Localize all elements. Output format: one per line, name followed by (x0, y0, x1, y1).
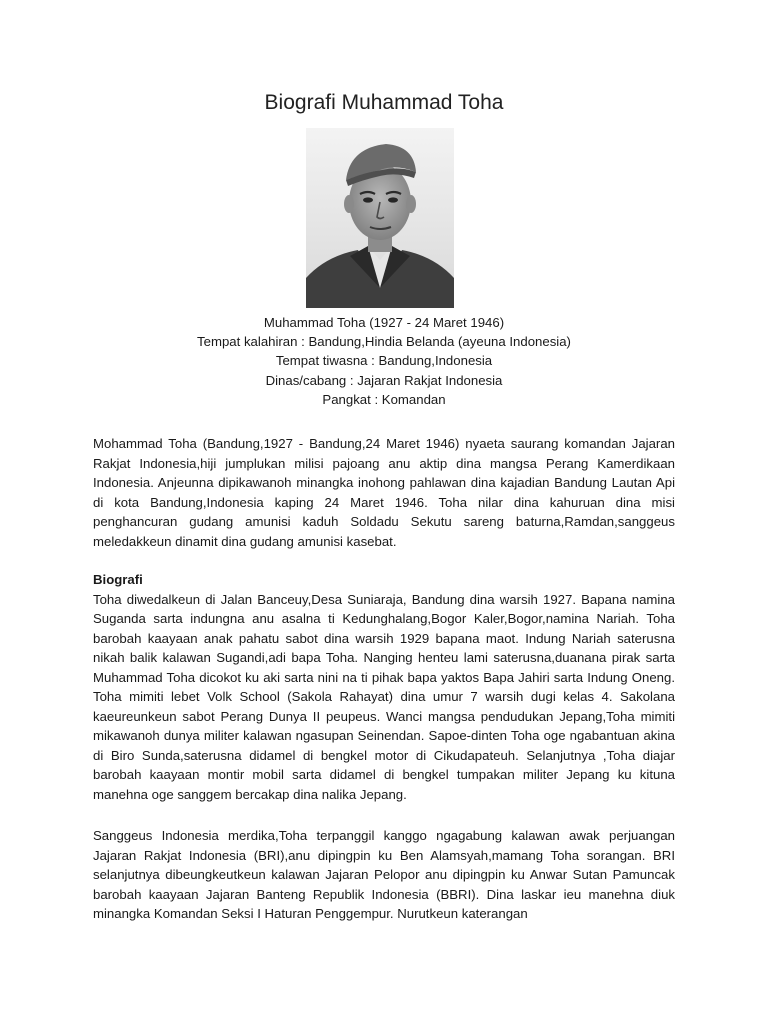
section-heading: Biografi (93, 572, 143, 587)
info-line-rank: Pangkat : Komandan (322, 391, 446, 407)
intro-paragraph: Mohammad Toha (Bandung,1927 - Bandung,24 Maret 1946) nyaeta saurang komandan Jajaran Rakjat Indonesia,hiji jumplukan milisi pajoang anu aktip dina mangsa Perang Kamerdikaan Indonesia. Anjeunna dipikawanoh minangka inohong pahlawan dina kajadian Bandung Lautan Api di kota Bandung,Indonesia kaping 24 Maret 1946. Toha nilar dina kahuruan dina misi penghancuran gudang amunisi kaduh Soldadu Sekutu sareng baturna,Ramdan,sanggeus meledakkeun dinamit dina gudang amunisi kasebat. (93, 436, 675, 549)
third-paragraph: Sanggeus Indonesia merdika,Toha terpanggil kanggo ngagabung kalawan awak perjuangan Jajaran Rakjat Indonesia (BRI),anu dipingpin ku Ben Alamsyah,mamang Toha sorangan. BRI selanjutnya dibeungkeutkeun kalawan Jajaran Pelopor anu dipingpin ku Anwar Sutan Pamuncak barobah kaayaan Jajaran Banteng Republik Indonesia (BBRI). Dina laskar ieu manehna diuk minangka Komandan Seksi I Haturan Penggempur. Nurutkeun katerangan (93, 828, 675, 921)
info-line-name: Muhammad Toha (1927 - 24 Maret 1946) (263, 315, 505, 330)
document-title: Biografi Muhammad Toha (264, 91, 504, 114)
info-line-deathplace: Tempat tiwasna : Bandung,Indonesia (275, 353, 493, 369)
biography-section (93, 570, 675, 804)
biography-paragraph: Toha diwedalkeun di Jalan Banceuy,Desa Suniaraja, Bandung dina warsih 1927. Bapana namina Suganda sarta indungna anu asalna ti Kedunghalang,Bogor Kaler,Bogor,namina Nariah. Toha barobah kaayaan anak pahatu sabot dina warsih 1929 bapana maot. Indung Nariah saterusna nikah balik kalawan Sugandi,adi bapa Toha. Nanging henteu lami saterusna,duanana pirak sarta Muhammad Toha dicokot ku aki sarta nini na ti pihak bapa yaktos Bapa Jahiri sarta Indung Oneng. Toha mimiti lebet Volk School (Sakola Rahayat) dina umur 7 warsih dugi kelas 4. Sakolana kaeureunkeun sabot Perang Dunya II peupeus. Wanci mangsa pendudukan Jepang,Toha mimiti mikawanoh dunya militer kalawan ngasupan Seinendan. Sapoe-dinten Toha oge ngabantuan akina di Biro Sunda,saterusna didamel di bengkel motor di Cikudapateuh. Selanjutnya ,Toha diajar barobah kaayaan montir mobil sarta didamel di bengkel tumpakan militer Jepang ku kituna manehna oge sanggem bercakap dina nalika Jepang. (93, 591, 675, 802)
info-line-birthplace: Tempat kalahiran : Bandung,Hindia Belanda (ayeuna Indonesia) (197, 334, 571, 350)
portrait-photo (306, 128, 454, 308)
third-paragraph-block (93, 826, 675, 924)
intro-paragraph-block (93, 434, 675, 551)
info-line-branch: Dinas/cabang : Jajaran Rakjat Indonesia (265, 372, 503, 388)
info-block (0, 313, 768, 409)
